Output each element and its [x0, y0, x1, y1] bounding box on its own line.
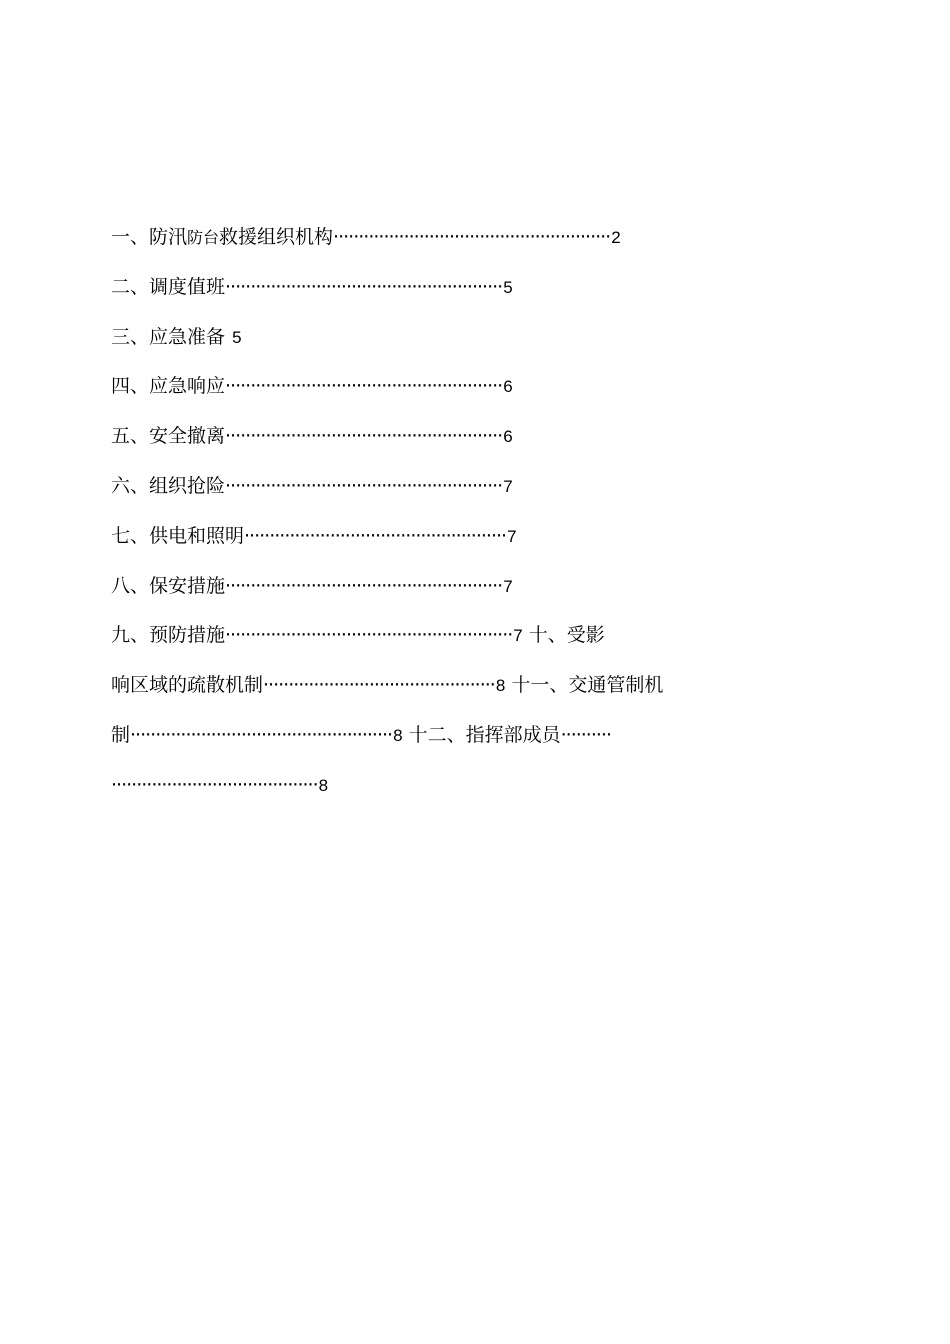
toc-entry-title: 八、保安措施 — [111, 574, 226, 597]
toc-entry-title: 七、供电和照明 — [111, 524, 245, 547]
toc-page-number: 6 — [503, 377, 513, 397]
toc-entry-8[interactable] — [111, 562, 841, 612]
toc-entry-title: 一、防汛 — [111, 226, 188, 248]
toc-entry-title: 十、受影 — [528, 624, 605, 647]
toc-entry-3[interactable] — [111, 313, 841, 363]
toc-entry-9[interactable] — [111, 611, 841, 661]
table-of-contents — [111, 213, 841, 811]
toc-leader-dots: ······················································· — [333, 226, 611, 248]
toc-leader-dots: ······················································· — [225, 474, 503, 497]
toc-page-number: 8 — [393, 725, 403, 745]
toc-entry-1[interactable] — [111, 213, 841, 263]
toc-page-number: 7 — [507, 526, 517, 546]
toc-entry-title: 十一、交通管制机 — [511, 674, 664, 697]
toc-page-number: 5 — [232, 327, 242, 347]
toc-page-number: 2 — [611, 228, 621, 247]
toc-leader-dots: ···················································· — [244, 524, 507, 547]
toc-page-number: 7 — [513, 626, 523, 646]
toc-page-number: 8 — [495, 676, 506, 696]
toc-leader-dots: ········································· — [111, 773, 318, 796]
toc-entry-2[interactable] — [111, 263, 841, 313]
toc-entry-12[interactable] — [111, 761, 841, 811]
toc-leader-dots: ······················································· — [225, 574, 503, 597]
toc-page-number: 6 — [503, 427, 513, 447]
toc-entry-title: 三、应急准备 — [111, 325, 226, 348]
toc-entry-title: 六、组织抢险 — [111, 474, 226, 497]
toc-entry-4[interactable] — [111, 362, 841, 412]
toc-leader-dots: ·············································· — [263, 674, 495, 697]
toc-page-number: 5 — [503, 277, 513, 297]
toc-leader-dots: ······················································· — [225, 375, 503, 398]
toc-entry-7[interactable] — [111, 512, 841, 562]
toc-entry-title: 二、调度值班 — [111, 275, 226, 298]
toc-entry-title: 救援组织机构 — [219, 226, 334, 248]
toc-leader-dots: ···················································· — [130, 723, 393, 746]
toc-entry-title: 防台 — [187, 228, 220, 247]
toc-page-number: 7 — [503, 576, 513, 596]
toc-entry-title: 制 — [111, 723, 131, 746]
toc-entry-title: 九、预防措施 — [111, 624, 226, 647]
toc-entry-10[interactable] — [111, 661, 841, 711]
toc-entry-5[interactable] — [111, 412, 841, 462]
toc-leader-dots: ·········· — [560, 723, 612, 746]
toc-entry-title: 五、安全撤离 — [111, 425, 226, 448]
toc-leader-dots: ······················································· — [225, 275, 503, 298]
toc-entry-title: 十二、指挥部成员 — [408, 723, 561, 746]
toc-entry-title: 四、应急响应 — [111, 375, 226, 398]
toc-entry-title: 响区域的疏散机制 — [111, 674, 264, 697]
toc-entry-11[interactable] — [111, 711, 841, 761]
toc-entry-6[interactable] — [111, 462, 841, 512]
toc-page-number: 7 — [503, 476, 513, 496]
toc-leader-dots: ······················································· — [225, 425, 503, 448]
toc-page-number: 8 — [318, 775, 329, 795]
toc-leader-dots: ························································· — [225, 624, 513, 647]
